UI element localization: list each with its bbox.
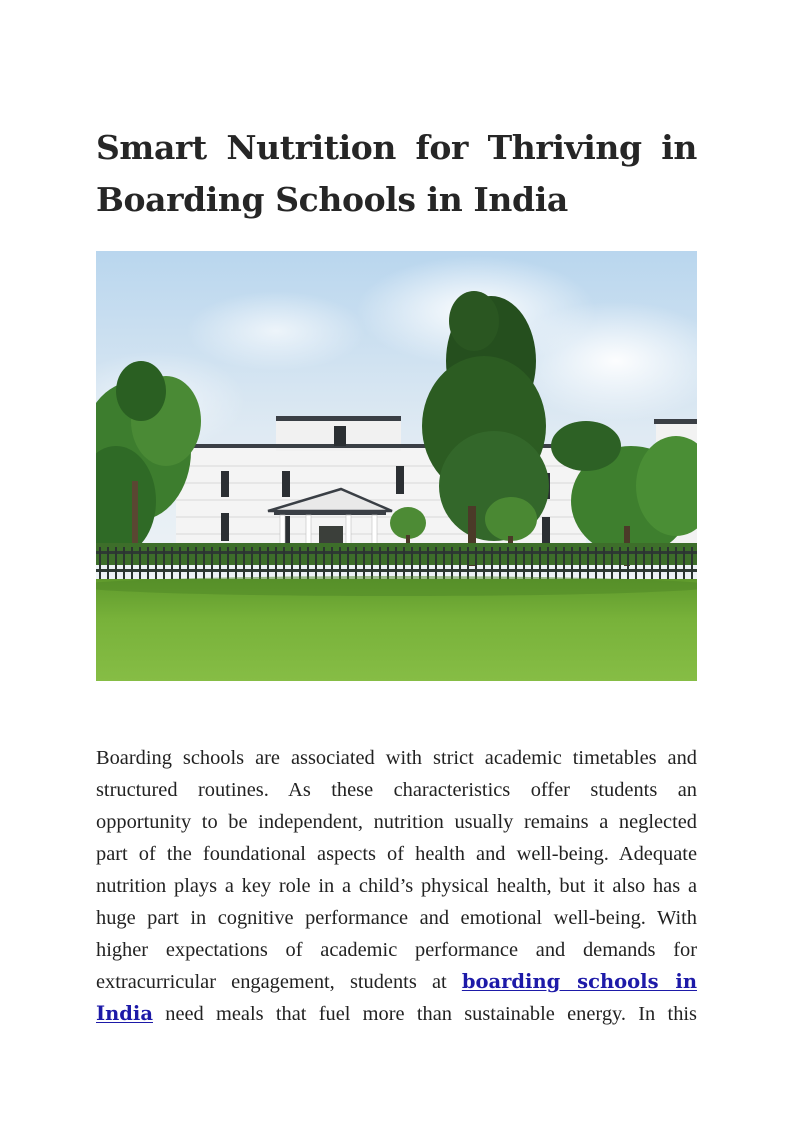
- body-line-3: opportunity to be independent, nutrition usually remains a neglected: [96, 811, 697, 833]
- body-line-8-text: extracurricular engagement, students at: [96, 971, 462, 993]
- boarding-schools-link-part2[interactable]: India: [96, 1002, 153, 1025]
- body-line-5: nutrition plays a key role in a child’s physical health, but it also has a: [96, 875, 697, 897]
- title-line-2: Boarding Schools in India: [96, 180, 568, 219]
- body-line-9-text: need meals that fuel more than sustainable energy. In this: [152, 1003, 697, 1025]
- school-building-photo: [96, 251, 697, 681]
- body-line-6: huge part in cognitive performance and emotional well-being. With: [96, 907, 697, 929]
- body-line-4: part of the foundational aspects of health and well-being. Adequate: [96, 843, 697, 865]
- body-line-2: structured routines. As these characteristics offer students an: [96, 779, 697, 801]
- boarding-schools-link-part1[interactable]: boarding schools in: [461, 970, 698, 993]
- body-line-8: [96, 966, 697, 998]
- article-body: [96, 742, 697, 1030]
- article-title: [96, 122, 697, 226]
- body-line-9: [96, 998, 697, 1030]
- body-line-7: higher expectations of academic performance and demands for: [96, 939, 697, 961]
- body-line-1: Boarding schools are associated with strict academic timetables and: [96, 747, 697, 769]
- title-line-1: Smart Nutrition for Thriving in: [96, 128, 697, 167]
